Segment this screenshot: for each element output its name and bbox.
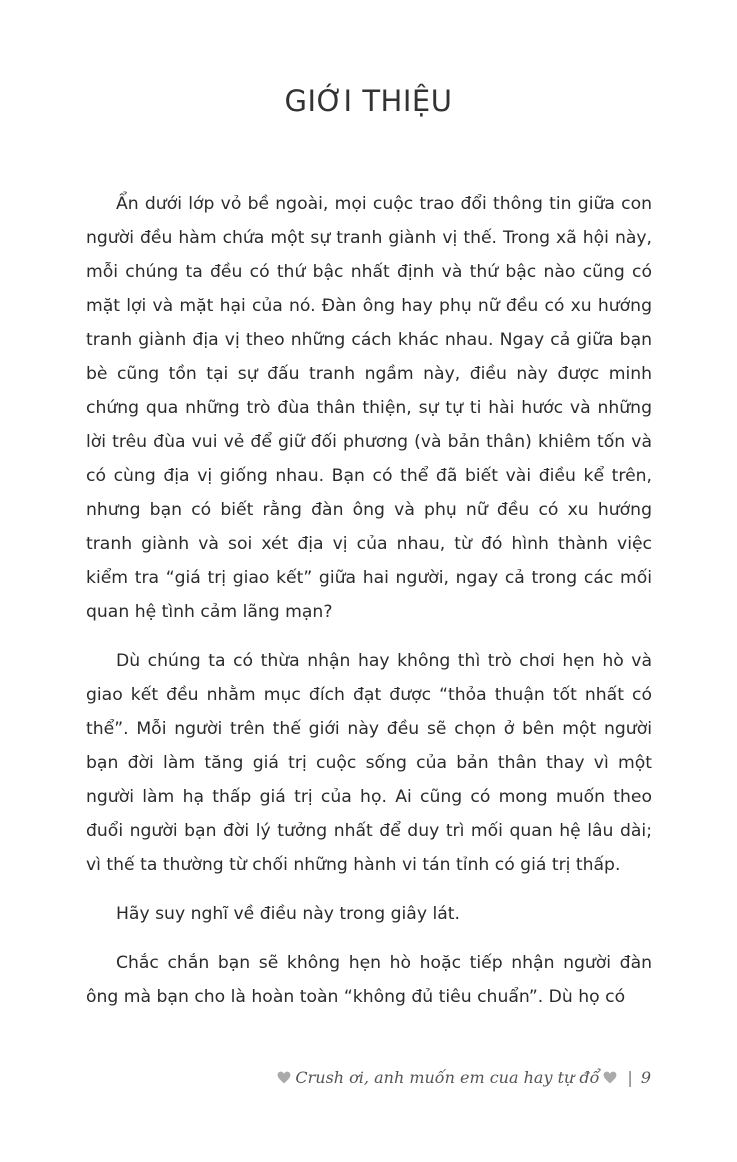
- body-text: [86, 187, 652, 1029]
- page-footer: [277, 1068, 651, 1087]
- book-title: Crush ơi, anh muốn em cua hay tự đổ: [295, 1068, 600, 1087]
- paragraph-1: Ẩn dưới lớp vỏ bề ngoài, mọi cuộc trao đổi thông tin giữa con người đều hàm chứa một sự tranh giành vị thế. Trong xã hội này, mỗi chúng ta đều có thứ bậc nhất định và thứ bậc nào cũng có mặt lợi và mặt hại của nó. Đàn ông hay phụ nữ đều có xu hướng tranh giành địa vị theo những cách khác nhau. Ngay cả giữa bạn bè cũng tồn tại sự đấu tranh ngầm này, điều này được minh chứng qua những trò đùa thân thiện, sự tự ti hài hước và những lời trêu đùa vui vẻ để giữ đối phương (và bản thân) khiêm tốn và có cùng địa vị giống nhau. Bạn có thể đã biết vài điều kể trên, nhưng bạn có biết rằng đàn ông và phụ nữ đều có xu hướng tranh giành và soi xét địa vị của nhau, từ đó hình thành việc kiểm tra “giá trị giao kết” giữa hai người, ngay cả trong các mối quan hệ tình cảm lãng mạn?: [86, 194, 652, 622]
- page-number: 9: [640, 1068, 651, 1087]
- heart-icon: [277, 1071, 291, 1084]
- page-title: GIỚI THIỆU: [284, 84, 453, 118]
- paragraph-4: Chắc chắn bạn sẽ không hẹn hò hoặc tiếp nhận người đàn ông mà bạn cho là hoàn toàn “không đủ tiêu chuẩn”. Dù họ có: [86, 953, 652, 1007]
- paragraph-2: Dù chúng ta có thừa nhận hay không thì trò chơi hẹn hò và giao kết đều nhằm mục đích đạt được “thỏa thuận tốt nhất có thể”. Mỗi người trên thế giới này đều sẽ chọn ở bên một người bạn đời làm tăng giá trị cuộc sống của bản thân thay vì một người làm hạ thấp giá trị của họ. Ai cũng có mong muốn theo đuổi người bạn đời lý tưởng nhất để duy trì mối quan hệ lâu dài; vì thế ta thường từ chối những hành vi tán tỉnh có giá trị thấp.: [86, 651, 652, 875]
- heart-icon: [603, 1071, 617, 1084]
- footer-separator: |: [627, 1068, 633, 1087]
- paragraph-3: Hãy suy nghĩ về điều này trong giây lát.: [116, 904, 460, 924]
